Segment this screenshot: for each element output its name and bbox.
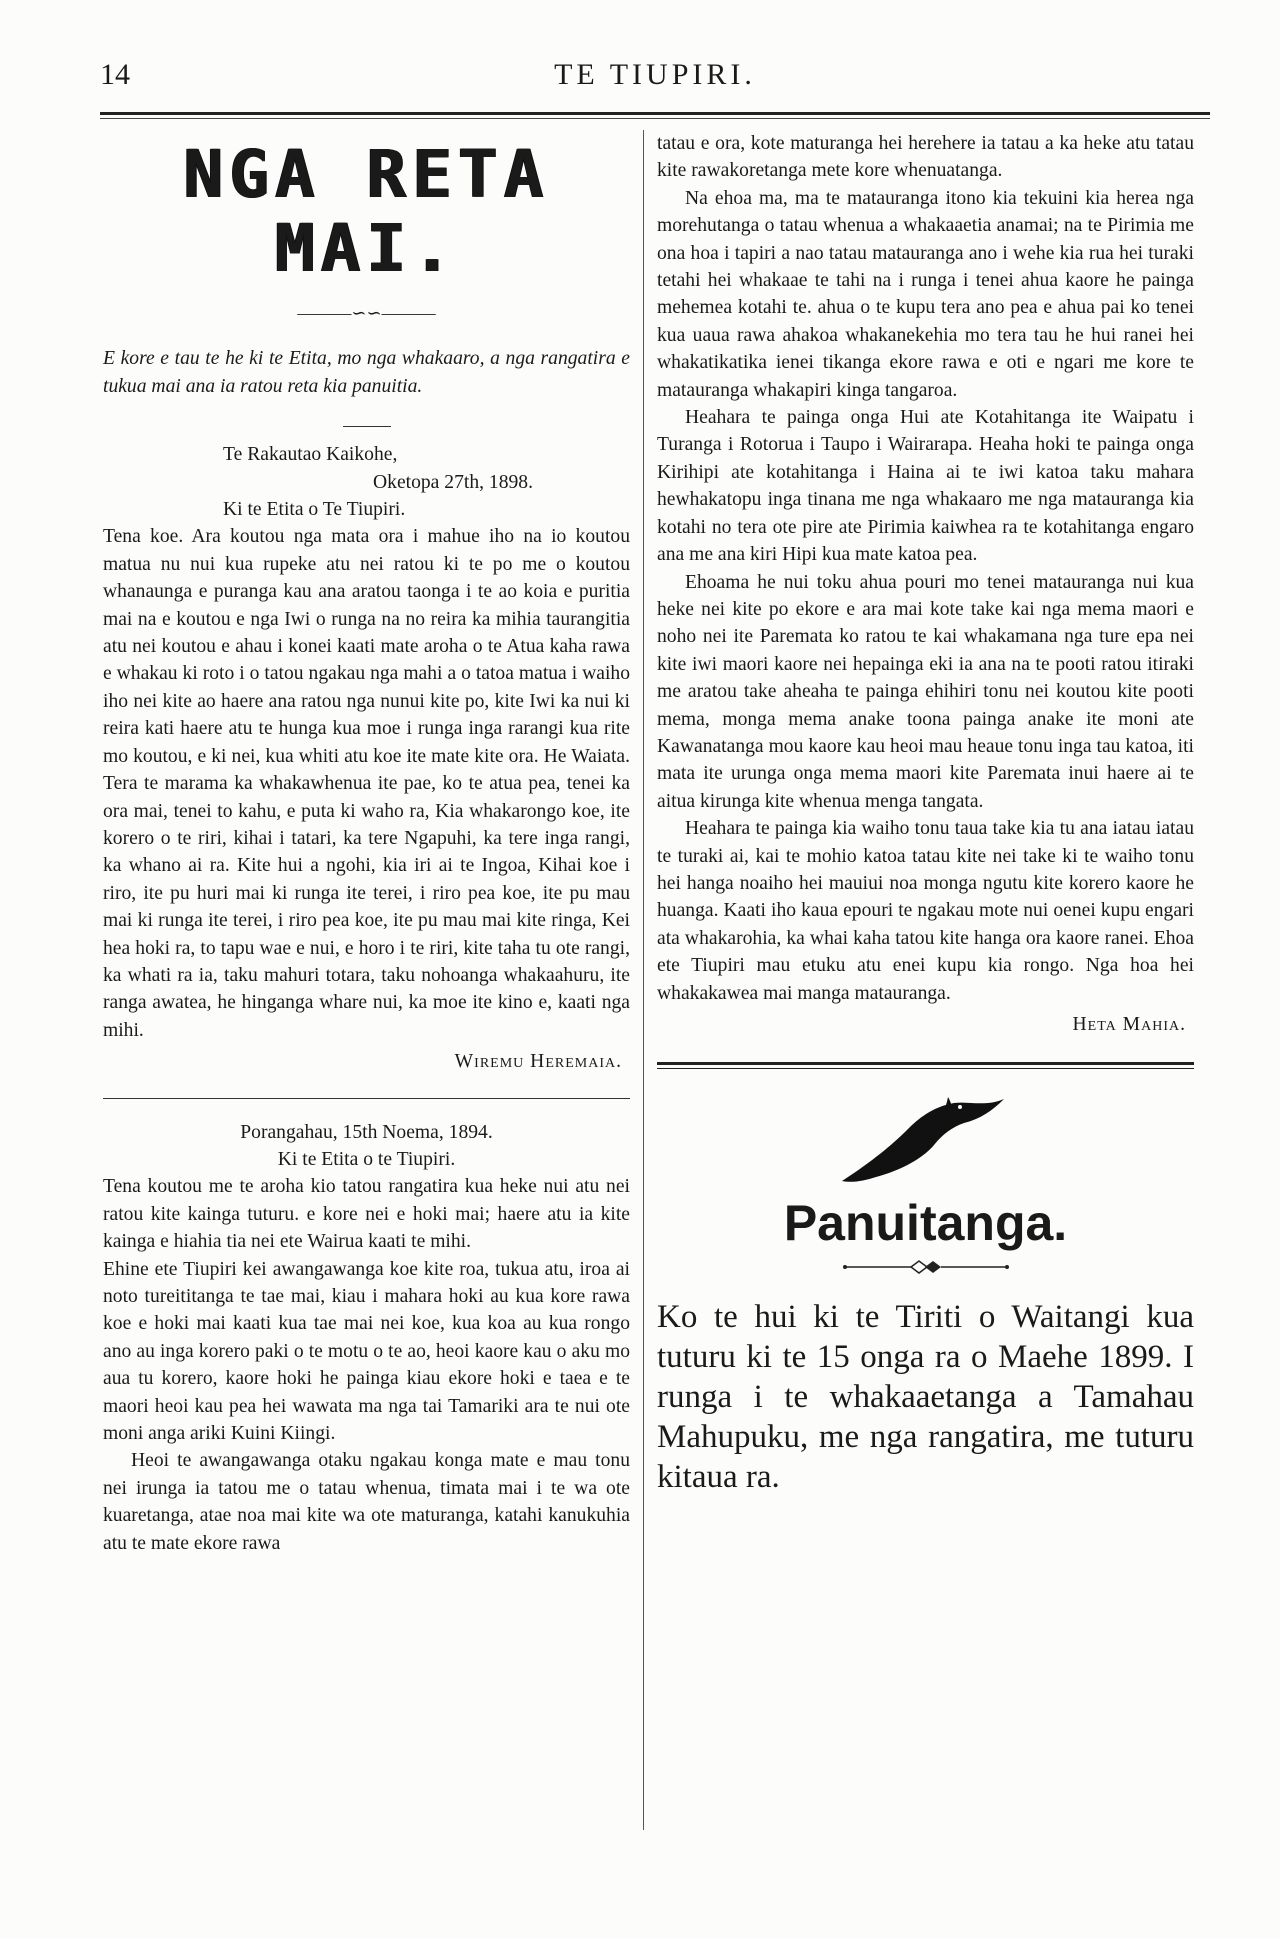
- section-title: NGA RETA MAI.: [183, 136, 550, 287]
- letter1-date: Oketopa 27th, 1898.: [373, 471, 533, 493]
- left-column: [103, 130, 630, 1557]
- letter2-signature: Heta Mahia.: [1072, 1014, 1186, 1035]
- letter2-paragraph-3: Heoi te awangawanga otaku ngakau konga mate e mau tonu nei irunga ia tatou me o tatau whenua, timata mai i te wa ote kuaretanga, atae noa mai kite wa ote maturanga, katahi kanukuhia atu te mate ekore rawa: [103, 1450, 630, 1554]
- journal-title: TE TIUPIRI.: [554, 58, 756, 91]
- notice-title: Panuitanga.: [783, 1195, 1068, 1252]
- page-header: [100, 50, 1210, 96]
- letter2-paragraph-4: Na ehoa ma, ma te matauranga itono kia tekuini kia herea nga morehutanga o tatau whenua a whakaaetia anamai; na te Pirimia me ona hoa i tapiri a nao tatau matauranga ano i wehe kia rua hei turaki tetahi hei whakaae te tahi na i runga i tenei ahua kaore he painga mehemea kotahi te. ahua o te kupu tera ano pea e ahua pai ko tenei kua uaua rawa ahakoa whakanekehia mo tera tau he hui ranei hei whakatikatika ienei tikanga ekore rawa e oti e ngari me kore te matauranga whakapiri kinga tangaroa.: [657, 187, 1194, 401]
- letter1-recipient: Ki te Etita o Te Tiupiri.: [223, 499, 406, 521]
- letter2-paragraph-6: Ehoama he nui toku ahua pouri mo tenei matauranga nui kua heke nei kite po ekore e ara mai kote take kai nga mema maori e noho nei ite Paremata ko ratou te kai whakamana nga ture epa nei kite iwi maori kaore nei hepainga eki ia ana na te pooti ratou itiraki me aratou take aheaha te painga ehihiri tonu nei koutou kite pooti mema, monga mema anake toona painga anake ite moni ate Kawanatanga mou kaore kau heoi mau heaue tonu inga tau katoa, iti mata ite urunga onga mema maori kite Paremata inui haere ai te aitua kirunga kite whenua menga tangata.: [657, 571, 1194, 812]
- letter1-place: Te Rakautao Kaikohe,: [223, 444, 398, 466]
- notice-rule-thin: [657, 1068, 1194, 1069]
- section-flourish: ———∽∽———: [297, 303, 436, 323]
- letter2-paragraph-5: Heahara te painga onga Hui ate Kotahitanga ite Waipatu i Turanga i Rotorua i Taupo i Wairarapa. Heaha hoki te painga onga Kirihipi ate kotahitanga i Haina ai te iwi katoa taku mahara hewhakatopu inga tinana me nga whakaaro me nga matauranga kia kotahi no tera ote pire ate Pirimia kaiwhea ra te kotahitanga engaro ana me ana kiri Hipi kua mate katoa pea.: [657, 407, 1194, 566]
- right-column: [657, 130, 1194, 1497]
- notice-rule-thick: [657, 1062, 1194, 1065]
- header-rule-thin: [100, 118, 1210, 119]
- column-divider: [643, 130, 644, 1830]
- page-number: 14: [100, 58, 130, 91]
- swallow-bird-icon: [836, 1089, 1016, 1189]
- letter-separator: [103, 1098, 630, 1099]
- letter1-signature: Wiremu Heremaia.: [454, 1051, 622, 1073]
- letter2-continued: tatau e ora, kote maturanga hei herehere ia tatau a ka heke atu tatau kite rawakoretanga mete kore whenuatanga.: [657, 133, 1194, 182]
- intro-rule: [343, 426, 391, 427]
- header-rule-thick: [100, 112, 1210, 115]
- ornament-divider-icon: [841, 1259, 1011, 1275]
- section-intro: E kore e tau te he ki te Etita, mo nga whakaaro, a nga rangatira e tukua mai ana ia ratou reta kia panuitia.: [103, 348, 630, 397]
- letter1-body: Tena koe. Ara koutou nga mata ora i mahue iho na io koutou matua nu nui kua rupeke atu nei ratou ki te po me o koutou whanaunga e puranga kau ana aratou taonga i te ao koia e puritia mai na e koutou e nga Iwi o runga na no reira ka mihia taurangitia atu nei koutou e ahau i konei kaati mate aroha o te Atua kaha rawa e whakau ki roto i o tatou ngakau nga mahi a o tatoa matua i waiho iho nei kite ao haere ana ratou nga nunui kite po, kite Iwi ka nui ki reira kati haere atu te hunga kua moe i runga inga rarangi kua rite mo koutou, e ki nei, kua whiti atu koe ite mate kite ora. He Waiata. Tera te marama ka whakawhenua ite pae, ko te atua pea, tenei ka ora mai, tenei to kahu, e puta ki waho ra, Kia whakarongo koe, ite korero o te riri, kihai i tatari, ka tere Ngapuhi, ka tere inga rangi, ka whano ai ra. Kite hui a ngohi, kia iri ai te Ingoa, Kihai koe i riro, ite pu huri mai ki runga ite terei, i riro pea koe, ite pu mau mai ki runga ite terei, i riro pea koe, ite pu mau mai kite ringa, Kei hea hoki ra, to tapu wae e nui, e horo i te riri, kite taha tu ote rangi, ka whati ra ia, taku mahuri totara, taku nohoanga whakaahuru, ite ranga awatea, he hinganga whare nui, ka moe ite kino e, kaati nga mihi.: [103, 526, 630, 1041]
- letter2-paragraph-1: Tena koutou me te aroha kio tatou rangatira kua heke nui atu nei ratou kite kainga tuturu. e kore nei e hoki mai; haere atu ia kite kainga e hiahia tia nei ete Wairua kaati te mihi.: [103, 1176, 630, 1253]
- notice-body: Ko te hui ki te Tiriti o Waitangi kua tuturu ki te 15 onga ra o Maehe 1899. I runga i te whakaaetanga a Tamahau Mahupuku, me nga rangatira, me tuturu kitaua ra.: [657, 1299, 1194, 1496]
- letter2-paragraph-2: Ehine ete Tiupiri kei awangawanga koe kite roa, tukua atu, iroa ai noto tureititanga te tae mai, kiau i mahara hoki au kua kore rawa koe e hoki mai kaati kua tae mai nei koe, kua koa au kua rongo ano au inga korero paki o te motu o te ao, heoi kaore kau o aku mo aua tu korero, kaore hoki he painga kiau ekore hoki e taea e te maori heoi kau pea hei wawata ma nga tai Tamariki ara te nui ote moni anga ariki Kuini Kiingi.: [103, 1258, 630, 1445]
- letter2-recipient: Ki te Etita o te Tiupiri.: [277, 1148, 456, 1170]
- letter2-place-date: Porangahau, 15th Noema, 1894.: [240, 1121, 493, 1143]
- letter2-paragraph-7: Heahara te painga kia waiho tonu taua take kia tu ana iatau iatau te turaki ai, kai te mohio katoa tatau kite nei take ki te waiho tonu hei hanga noaiho hei mauiui noa monga ngutu kite korero kaore he huanga. Kaati iho kaua epouri te ngakau mote nui oenei kupu engari ata whakarohia, ka whai kaha tatou kite hanga ora kaore ranei. Ehoa ete Tiupiri mau etuku atu enei kupu kia rongo. Nga hoa hei whakakawea mai manga matauranga.: [657, 818, 1194, 1004]
